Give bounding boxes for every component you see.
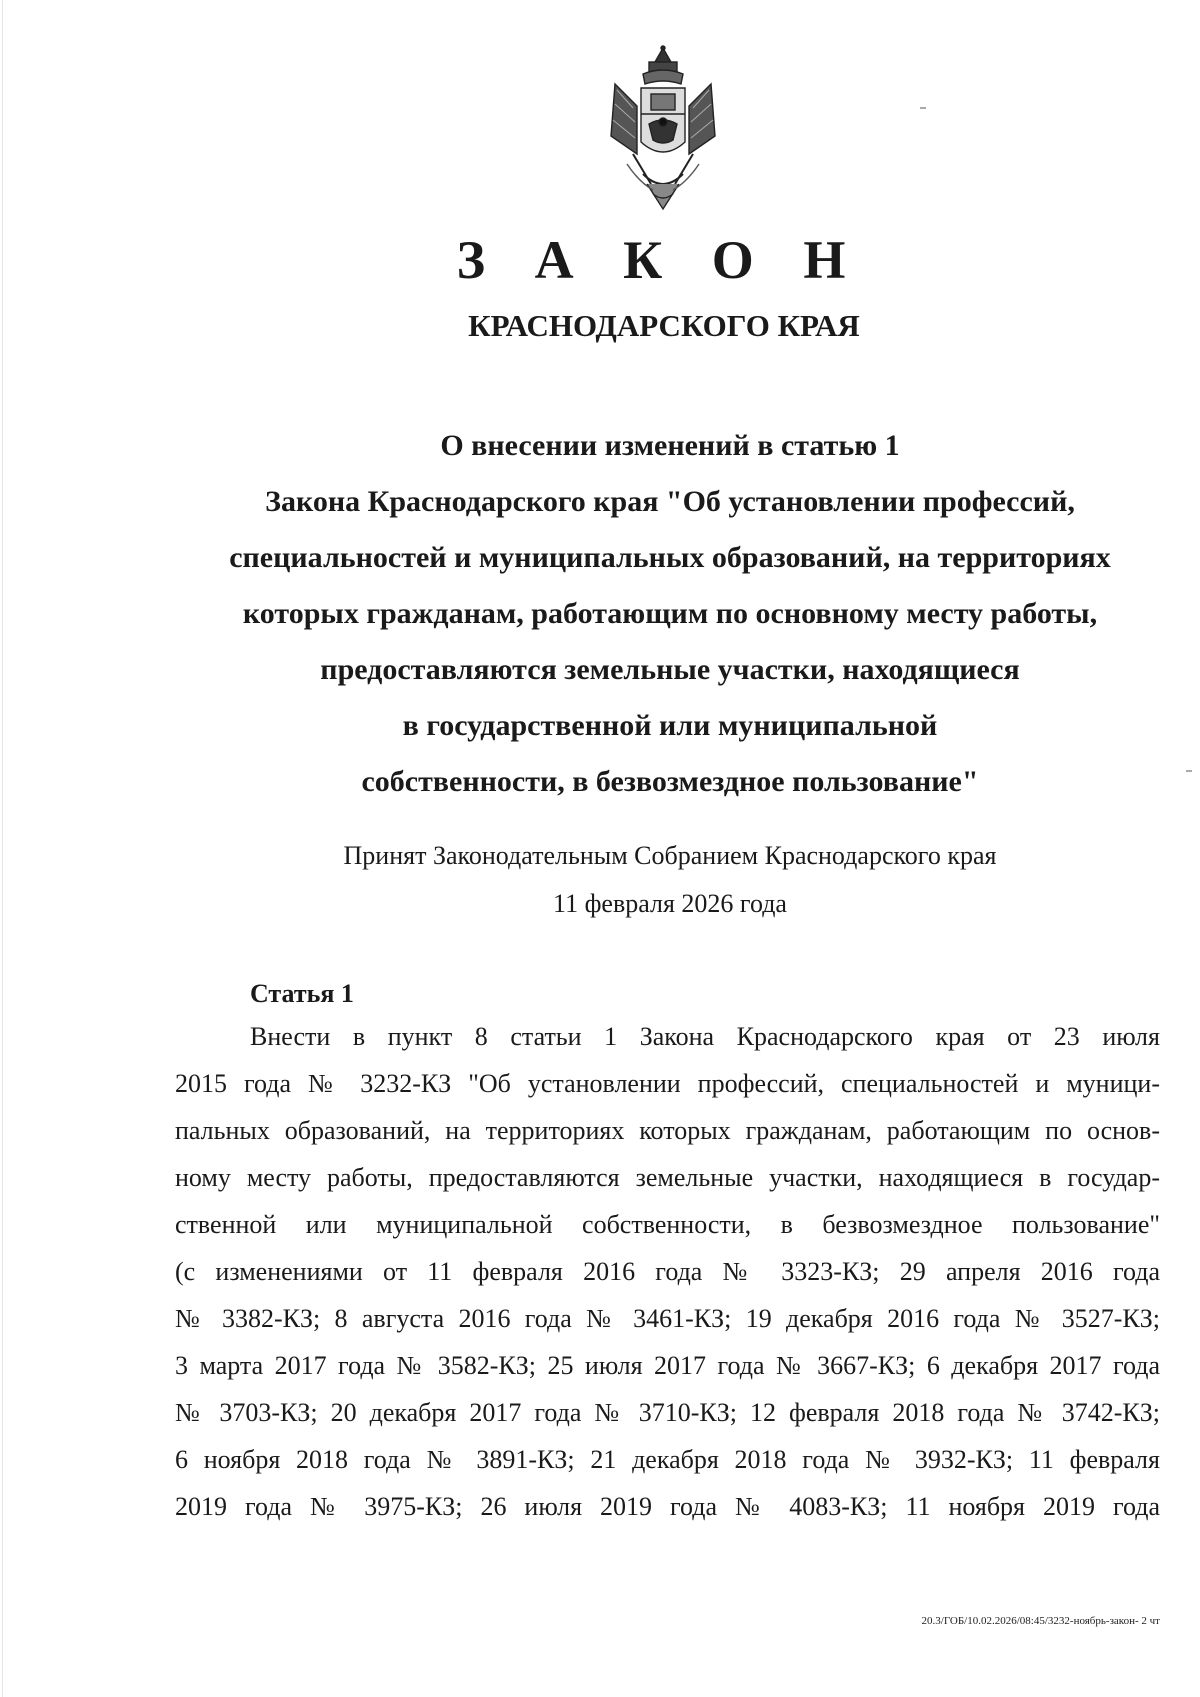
article-line: ственной или муниципальной собственности, в безвозмездное пользование"	[175, 1210, 1160, 1239]
article-line: (с изменениями от 11 февраля 2016 года № 3323-КЗ; 29 апреля 2016 года	[175, 1257, 1160, 1286]
article-body	[175, 1013, 1160, 1530]
scan-artifact	[2, 0, 3, 1697]
article-line: 2019 года № 3975-КЗ; 26 июля 2019 года № 4083-КЗ; 11 ноября 2019 года	[175, 1492, 1160, 1521]
adoption-note	[180, 832, 1160, 928]
law-name-line: предоставляются земельные участки, находящиеся	[320, 653, 1020, 686]
adoption-body: Принят Законодательным Собранием Краснодарского края	[343, 841, 997, 870]
article-line: 3 марта 2017 года № 3582-КЗ; 25 июля 2017 года № 3667-КЗ; 6 декабря 2017 года	[175, 1351, 1160, 1380]
article-line: Внести в пункт 8 статьи 1 Закона Краснодарского края от 23 июля	[250, 1022, 1160, 1051]
law-name-line: Закона Краснодарского края "Об установлении профессий,	[265, 485, 1075, 518]
article-line: № 3382-КЗ; 8 августа 2016 года № 3461-КЗ; 19 декабря 2016 года № 3527-КЗ;	[175, 1304, 1160, 1333]
krasnodar-krai-coat-of-arms-icon	[603, 44, 723, 214]
law-name-line: которых гражданам, работающим по основному месту работы,	[242, 597, 1098, 630]
article-heading: Статья 1	[250, 979, 354, 1008]
law-name-line: специальностей и муниципальных образований, на территориях	[229, 541, 1111, 574]
law-name-line: О внесении изменений в статью 1	[440, 429, 900, 462]
document-code: 20.3/ГОБ/10.02.2026/08:45/3232-ноябрь-закон- 2 чт	[921, 1615, 1160, 1627]
document-title: З А К О Н	[456, 230, 864, 290]
law-name-line: в государственной или муниципальной	[402, 709, 938, 742]
scan-artifact	[920, 107, 926, 109]
law-name	[180, 418, 1160, 810]
article-line: 6 ноября 2018 года № 3891-КЗ; 21 декабря 2018 года № 3932-КЗ; 11 февраля	[175, 1445, 1160, 1474]
document-subtitle: КРАСНОДАРСКОГО КРАЯ	[468, 308, 860, 343]
adoption-date: 11 февраля 2026 года	[553, 889, 787, 918]
scan-artifact	[1186, 770, 1192, 772]
law-name-line: собственности, в безвозмездное пользование"	[361, 765, 979, 798]
article-line: ному месту работы, предоставляются земельные участки, находящиеся в государ-	[175, 1163, 1160, 1192]
article-line: пальных образований, на территориях которых гражданам, работающим по основ-	[175, 1116, 1160, 1145]
article-line: № 3703-КЗ; 20 декабря 2017 года № 3710-КЗ; 12 февраля 2018 года № 3742-КЗ;	[175, 1398, 1160, 1427]
article-line: 2015 года № 3232-КЗ "Об установлении профессий, специальностей и муници-	[175, 1069, 1160, 1098]
